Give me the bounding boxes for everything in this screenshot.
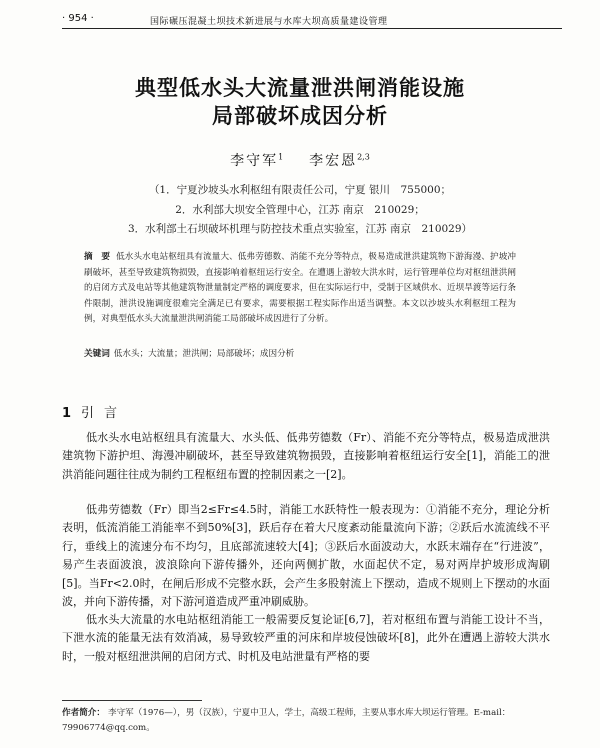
keywords-text: 低水头；大流量；泄洪闸；局部破坏；成因分析 [113,349,295,359]
author-list [0,150,600,170]
keywords [84,347,516,359]
footnote-divider [62,700,202,701]
abstract [84,250,516,328]
running-header [62,10,562,29]
abstract-label: 摘 要 [84,252,111,262]
affiliation-1: （1．宁夏沙坡头水利枢纽有限责任公司，宁夏 银川 755000； [148,184,452,196]
abstract-text: 低水头水电站枢纽具有流量大、低弗劳德数、消能不充分等特点，极易造成泄洪建筑物下游海漫、护坡冲刷破坏，甚至导致建筑物损毁，直接影响着枢纽运行安全。在遭遇上游较大洪水时，运行管理单位均对枢纽泄洪闸的启闭方式及电站等其他建筑物泄量制定严格的调度要求，但在实际运行中，受制于区域供水、近坝旱渡等运行条件限制，泄洪设施调度很难完全满足已有要求，需要根据工程实际作出适当调整。本文以沙坡头水利枢纽工程为例，对典型低水头大流量泄洪闸消能工局部破坏成因进行了分析。 [84,252,516,325]
body-paragraph-1: 低水头水电站枢纽具有流量大、水头低、低弗劳德数（Fr）、消能不充分等特点，极易造成泄洪建筑物下游护坦、海漫冲刷破坏，甚至导致建筑物损毁，直接影响着枢纽运行安全[1]，消能工的泄洪消能问题往往成为制约工程枢纽布置的控制因素之一[2]。 [62,431,550,481]
affiliation-3: 3．水利部土石坝破坏机理与防控技术重点实验室，江苏 南京 210029） [127,223,473,235]
section-name: 引言 [81,406,128,421]
keywords-label: 关键词 [84,349,110,359]
author-affiliation-mark: 2,3 [357,152,370,162]
section-number: 1 [62,406,72,421]
section-heading [62,402,127,421]
footnote-label: 作者简介： [62,708,105,718]
paper-title-line-1: 典型低水头大流量泄洪闸消能设施 [135,76,465,100]
body-paragraph-2: 低弗劳德数（Fr）即当2≤Fr≤4.5时，消能工水跃特性一般表现为：①消能不充分，理论分析表明，低流消能工消能率不到50%[3]，跃后存在着大尺度紊动能量流向下游；②跃后水流流线不平行，垂线上的流速分布不均匀，且底部流速较大[4]；③跃后水面波动大，水跃末端存在“行进波”，易产生表面波浪，波浪除向下游传播外，还向两侧扩散，水面起伏不定，易对两岸护坡形成淘刷[5]。当Fr<2.0时，在闸后形成不完整水跃，会产生多股射流上下摆动，造成不规则上下摆动的水面波，并向下游传播，对下游河道造成严重冲刷威胁。 [62,503,550,609]
author-affiliation-mark: 1 [278,152,284,162]
author-footnote [62,706,550,736]
author-name: 李宏恩 [309,153,358,169]
page-number: · 954 · [62,13,94,24]
body-paragraph-3: 低水头大流量的水电站枢纽消能工一般需要反复论证[6,7]，若对枢纽布置与消能工设计不当，下泄水流的能量无法有效消减，易导致较严重的河床和岸坡侵蚀破坏[8]，此外在遭遇上游较大洪水时，一般对枢纽泄洪闸的启闭方式、时机及电站泄量有严格的要 [62,613,550,663]
footnote-text: 李守军（1976—），男（汉族），宁夏中卫人，学士，高级工程师，主要从事水库大坝运行管理。E-mail：79906774@qq.com。 [62,708,511,733]
running-title: 国际碾压混凝土坝技术新进展与水库大坝高质量建设管理 [150,17,388,27]
paper-title-line-2: 局部破坏成因分析 [212,104,388,128]
affiliation-2: 2．水利部大坝安全管理中心，江苏 南京 210029； [175,204,425,216]
author-name: 李守军 [230,153,279,169]
